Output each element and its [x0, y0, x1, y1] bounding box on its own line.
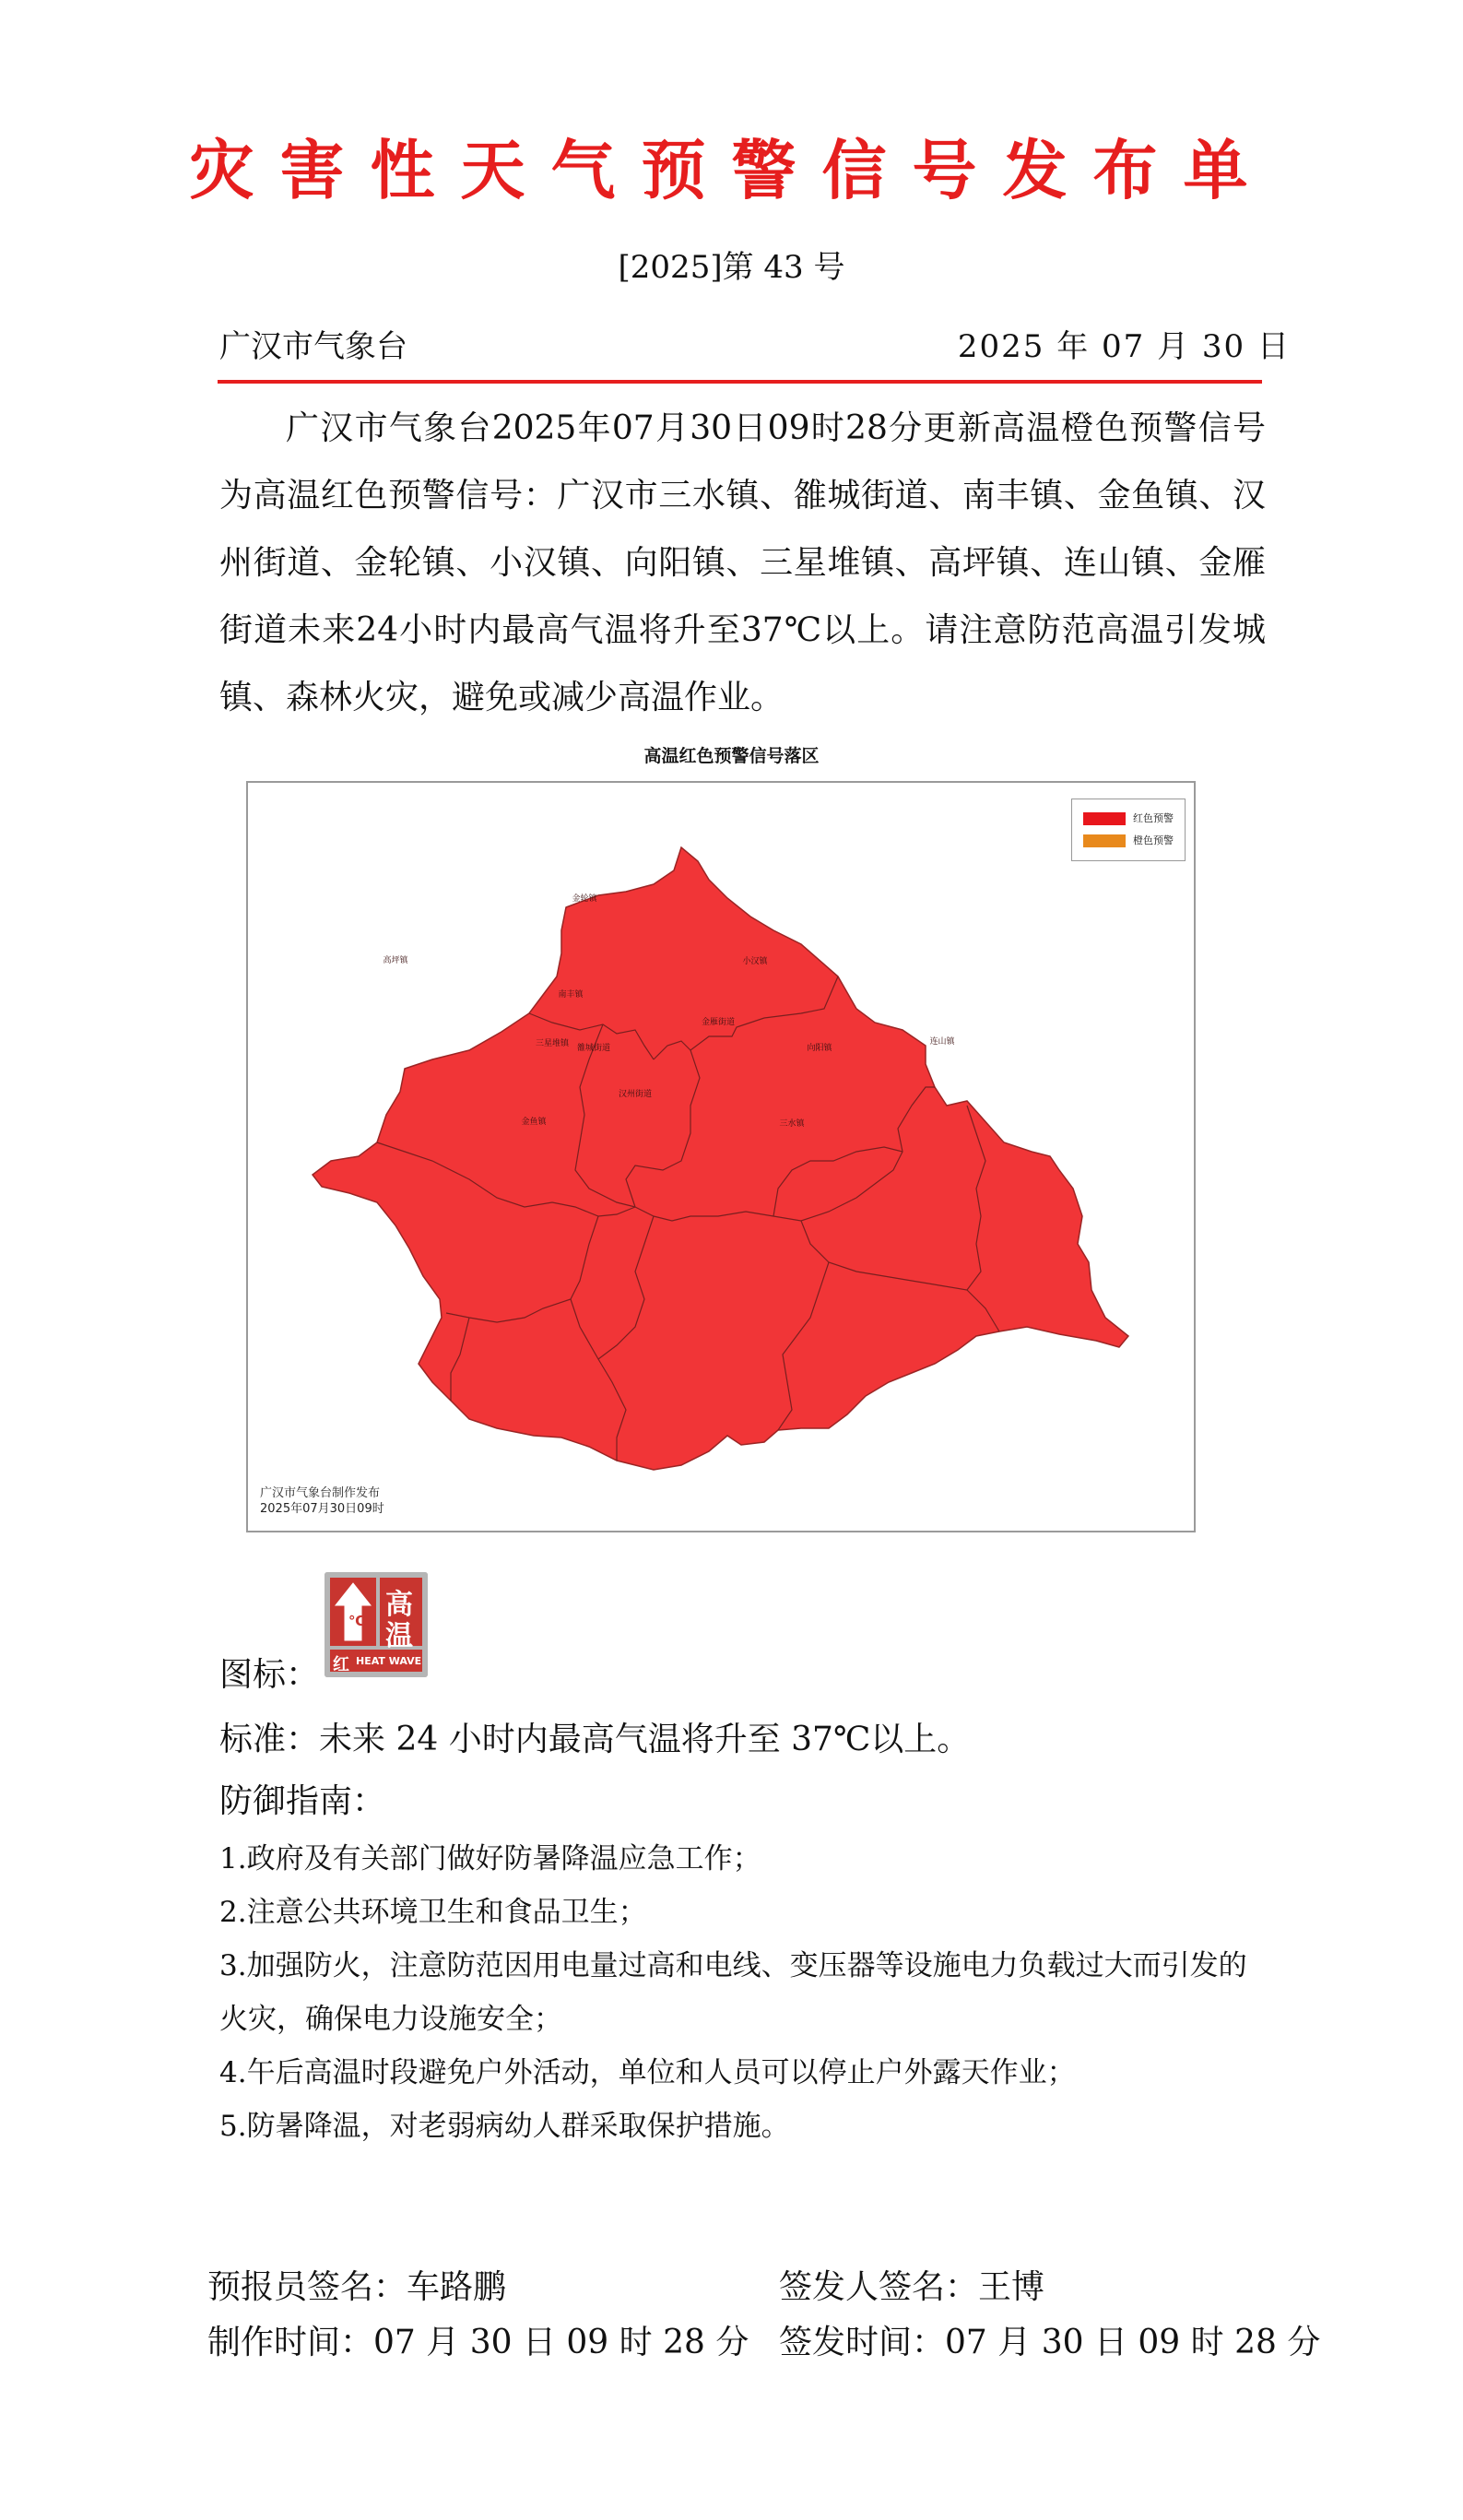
icon-english: HEAT WAVE: [356, 1655, 422, 1667]
town-label: 南丰镇: [558, 990, 584, 1000]
heat-wave-red-icon: [324, 1572, 428, 1677]
town-label: 三星堆镇: [535, 1039, 570, 1048]
icon-top-glyph: 高: [385, 1589, 413, 1621]
town-label: 金鱼镇: [521, 1118, 547, 1127]
town-label: 雒城街道: [576, 1044, 611, 1053]
document-number: [2025]第 43 号: [618, 249, 845, 286]
legend-label-red: 红色预警: [1133, 812, 1174, 824]
made-time-value: 07 月 30 日 09 时 28 分: [373, 2324, 749, 2361]
map-svg: [248, 783, 1194, 1531]
signer-label: 签发人签名：: [779, 2268, 979, 2306]
forecaster-signature: [207, 2261, 506, 2308]
icon-label: 图标：: [219, 1656, 320, 1694]
issue-date: 2025 年 07 月 30 日: [957, 328, 1291, 365]
map-legend: [1071, 799, 1186, 861]
icon-level: 红: [333, 1655, 349, 1674]
guide-item: 5.防暑降温，对老弱病幼人群采取保护措施。: [219, 2110, 790, 2143]
county-outline: [313, 847, 1128, 1470]
warning-area-map: [246, 781, 1196, 1532]
town-label: 高坪镇: [383, 956, 408, 965]
forecaster-label: 预报员签名：: [207, 2268, 407, 2306]
made-time: [207, 2316, 749, 2363]
defense-guide-heading: 防御指南：: [219, 1782, 386, 1820]
map-caption: 高温红色预警信号落区: [643, 746, 820, 766]
icon-unit: ℃: [348, 1613, 366, 1629]
legend-label-orange: 橙色预警: [1133, 834, 1174, 846]
icon-bottom-glyph: 温: [385, 1620, 413, 1652]
town-label: 小汉镇: [742, 957, 768, 966]
guide-item: 2.注意公共环境卫生和食品卫生；: [219, 1896, 647, 1929]
map-credit-line2: 2025年07月30日09时: [260, 1502, 384, 1516]
guide-item: 1.政府及有关部门做好防暑降温应急工作；: [219, 1842, 761, 1875]
legend-swatch-red: [1083, 812, 1126, 825]
town-label: 向阳镇: [807, 1044, 832, 1053]
town-label: 三水镇: [779, 1119, 805, 1129]
signed-time-value: 07 月 30 日 09 时 28 分: [945, 2324, 1321, 2361]
map-credit-line1: 广汉市气象台制作发布: [260, 1486, 381, 1500]
header-divider: [218, 380, 1262, 384]
signed-time-label: 签发时间：: [779, 2324, 946, 2361]
guide-item: 4.午后高温时段避免户外活动，单位和人员可以停止户外露天作业；: [219, 2056, 1076, 2089]
town-label: 金雁街道: [701, 1018, 736, 1027]
signed-time: [779, 2316, 1320, 2363]
town-label: 汉州街道: [618, 1090, 653, 1099]
signer-signature: [779, 2261, 1044, 2308]
forecaster-name: 车路鹏: [407, 2268, 507, 2306]
signer-name: 王博: [978, 2268, 1045, 2306]
guide-item: 3.加强防火，注意防范因用电量过高和电线、变压器等设施电力负载过大而引发的火灾，确保电力设施安全；: [219, 1949, 1247, 2036]
defense-guide-list: [219, 1832, 1266, 2153]
legend-swatch-orange: [1083, 834, 1126, 847]
map-credit: [260, 1485, 384, 1517]
warning-standard: 标准：未来 24 小时内最高气温将升至 37℃以上。: [219, 1721, 971, 1758]
town-label: 连山镇: [929, 1037, 955, 1047]
legend-item-red: [1083, 810, 1174, 827]
issuer-name: 广汉市气象台: [219, 328, 407, 365]
made-time-label: 制作时间：: [207, 2324, 374, 2361]
town-label: 金轮镇: [572, 894, 597, 904]
document-title: 灾害性天气预警信号发布单: [189, 133, 1274, 208]
warning-body-text: 广汉市气象台2025年07月30日09时28分更新高温橙色预警信号为高温红色预警信号：广汉市三水镇、雒城街道、南丰镇、金鱼镇、汉州街道、金轮镇、小汉镇、向阳镇、三星堆镇、高坪镇、连山镇、金雁街道未来24小时内最高气温将升至37℃以上。请注意防范高温引发城镇、森林火灾，避免或减少高温作业。: [219, 409, 1266, 716]
legend-item-orange: [1083, 833, 1174, 849]
